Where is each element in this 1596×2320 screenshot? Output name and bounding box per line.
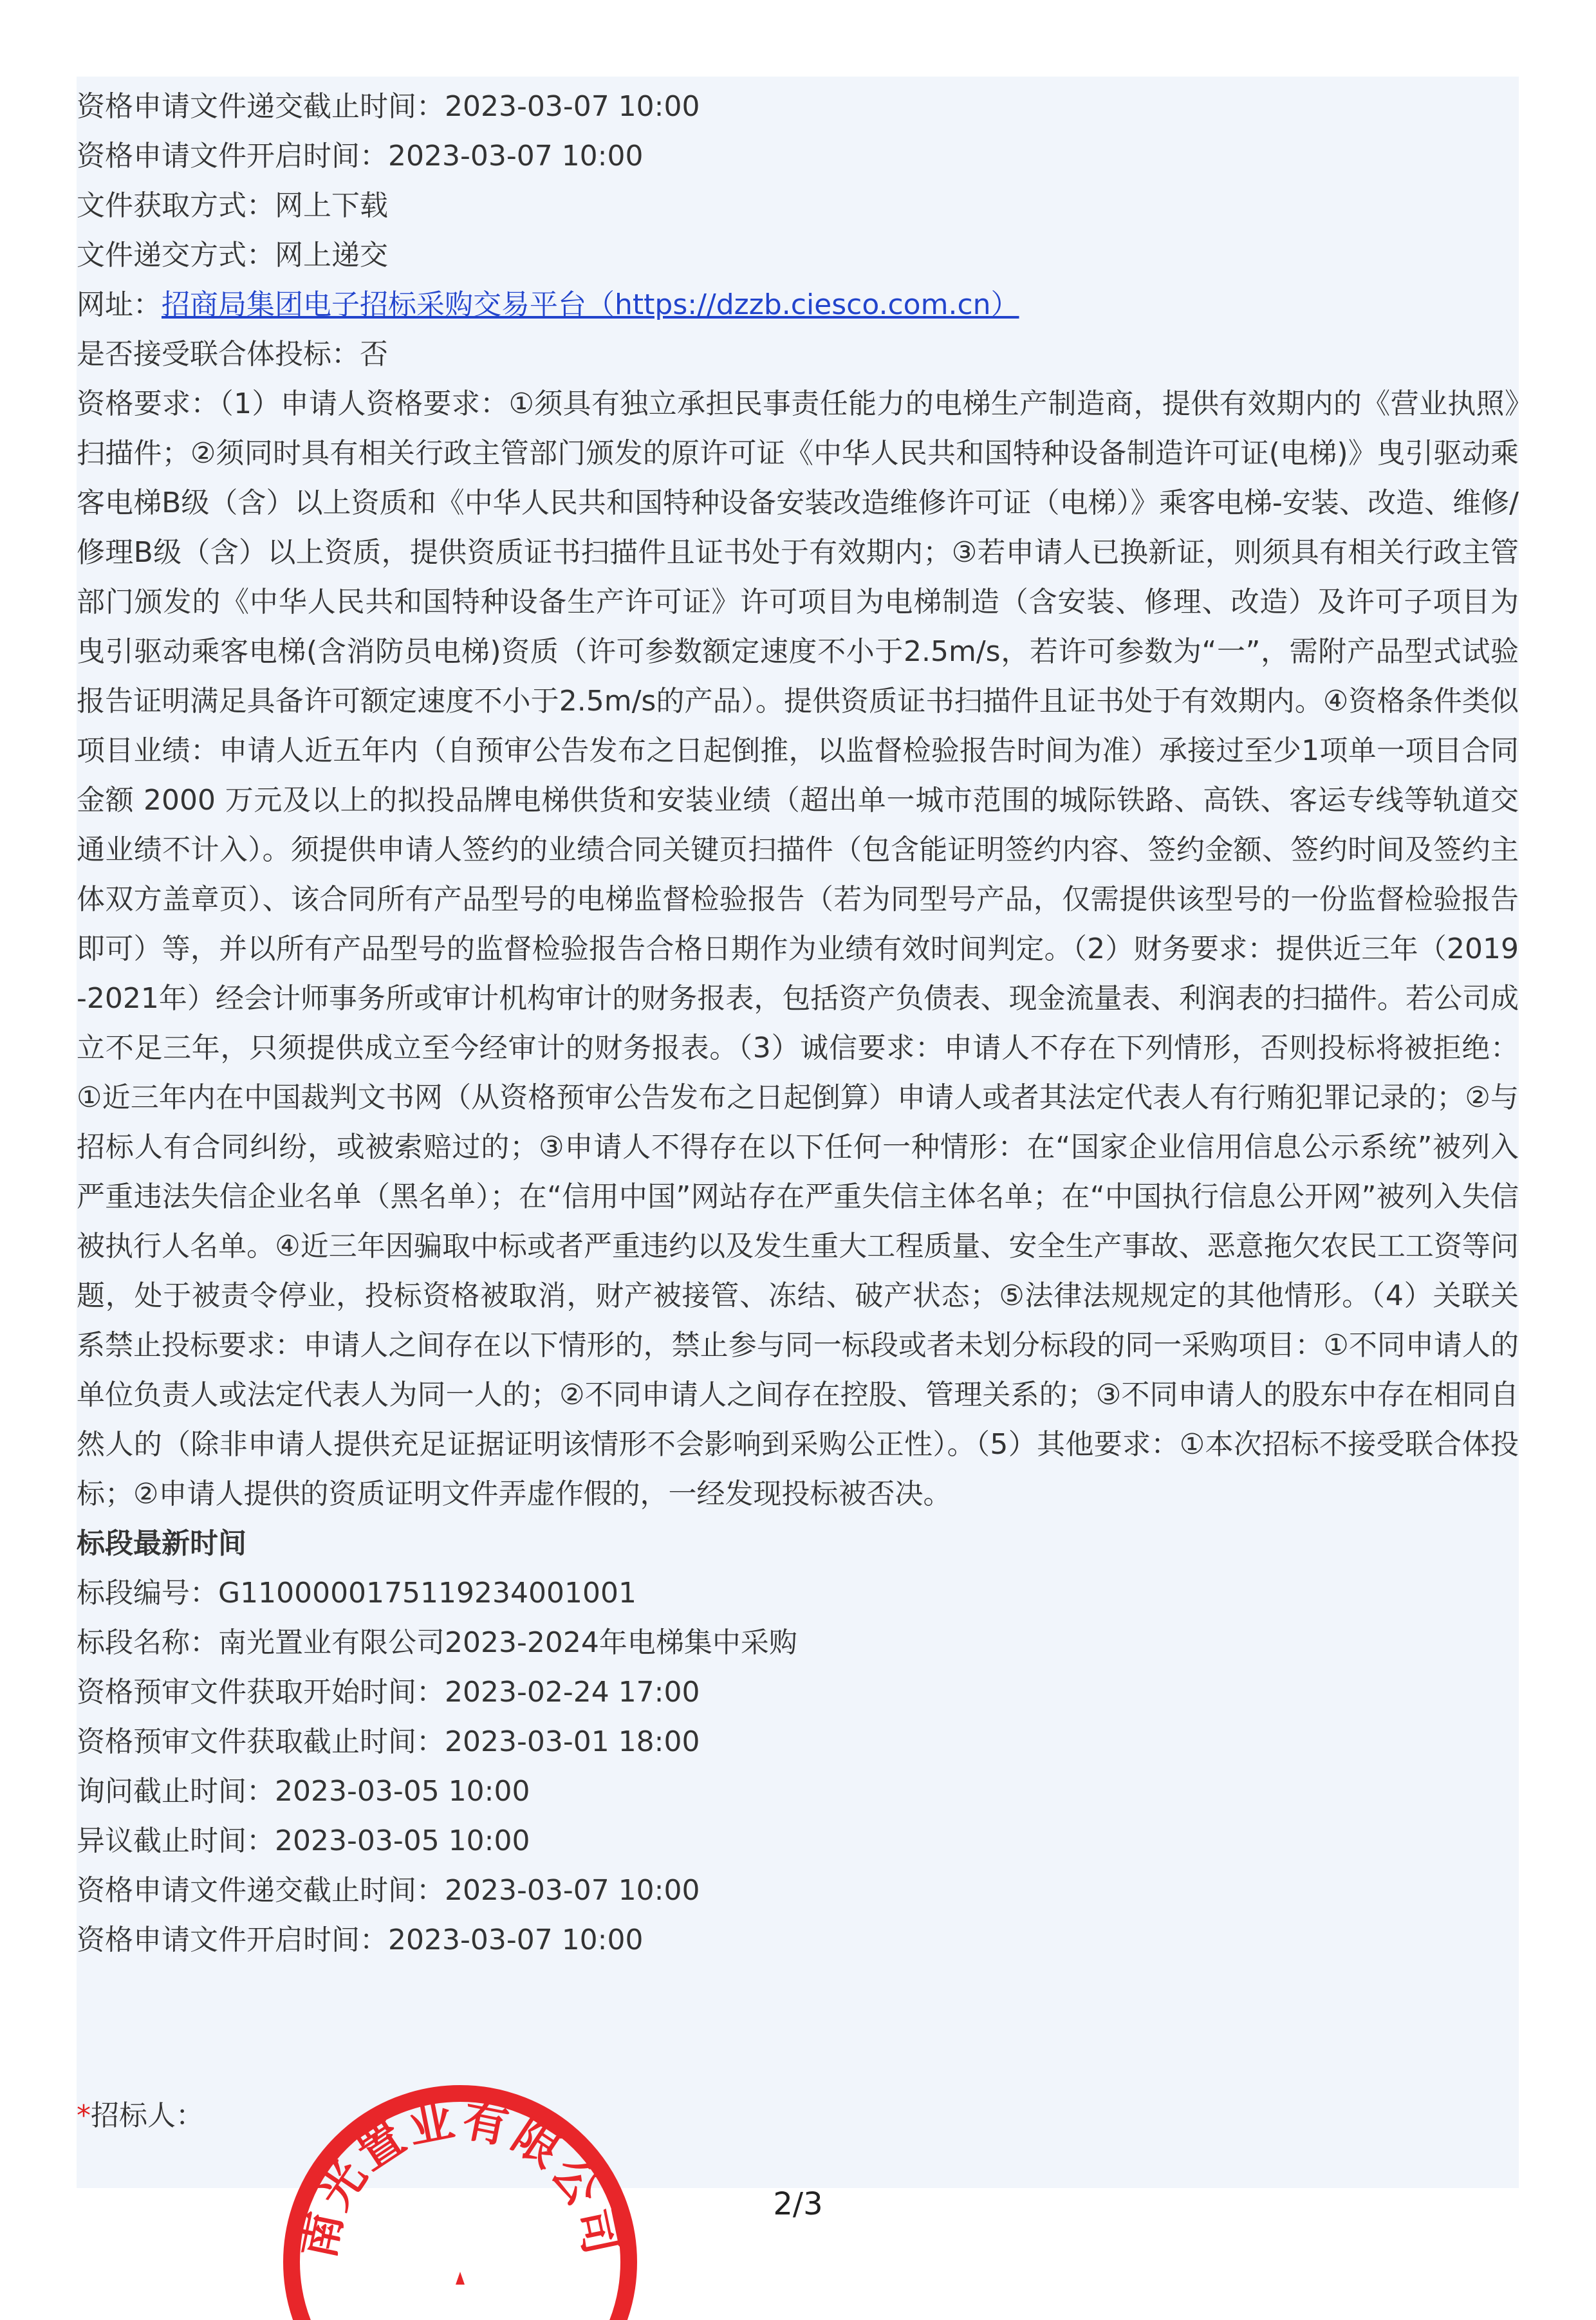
objection-deadline-line: 异议截止时间：2023-03-05 10:00 [77, 1824, 530, 1857]
consortium-line: 是否接受联合体投标：否 [77, 338, 388, 371]
submission-method-line: 文件递交方式：网上递交 [77, 239, 388, 272]
document-text [77, 82, 1519, 1965]
document-content [77, 77, 1519, 2188]
opening-time-line-2: 资格申请文件开启时间：2023-03-07 10:00 [77, 1924, 644, 1956]
prequal-end-line: 资格预审文件获取截止时间：2023-03-01 18:00 [77, 1725, 700, 1758]
required-star: * [77, 2099, 91, 2132]
page-number: 2/3 [773, 2186, 823, 2222]
seal-star-icon [456, 2272, 465, 2285]
section-name-line: 标段名称：南光置业有限公司2023-2024年电梯集中采购 [77, 1626, 797, 1659]
qualification-requirements: 资格要求：（1）申请人资格要求：①须具有独立承担民事责任能力的电梯生产制造商，提供有效期内的《营业执照》扫描件；②须同时具有相关行政主管部门颁发的原许可证《中华人民共和国特种设备制造许可证(电梯)》曳引驱动乘客电梯B级（含）以上资质和《中华人民共和国特种设备安装改造维修许可证（电梯）》乘客电梯-安装、改造、维修/修理B级（含）以上资质，提供资质证书扫描件且证书处于有效期内；③若申请人已换新证，则须具有相关行政主管部门颁发的《中华人民共和国特种设备生产许可证》许可项目为电梯制造（含安装、修理、改造）及许可子项目为曳引驱动乘客电梯(含消防员电梯)资质（许可参数额定速度不小于2.5m/s，若许可参数为“一”，需附产品型式试验报告证明满足具备许可额定速度不小于2.5m/s的产品）。提供资质证书扫描件且证书处于有效期内。④资格条件类似项目业绩：申请人近五年内（自预审公告发布之日起倒推，以监督检验报告时间为准）承接过至少1项单一项目合同金额 2000 万元及以上的拟投品牌电梯供货和安装业绩（超出单一城市范围的城际铁路、高铁、客运专线等轨道交通业绩不计入）。须提供申请人签约的业绩合同关键页扫描件（包含能证明签约内容、签约金额、签约时间及签约主体双方盖章页）、该合同所有产品型号的电梯监督检验报告（若为同型号产品，仅需提供该型号的一份监督检验报告即可）等，并以所有产品型号的监督检验报告合格日期作为业绩有效时间判定。（2）财务要求：提供近三年（2019-2021年）经会计师事务所或审计机构审计的财务报表，包括资产负债表、现金流量表、利润表的扫描件。若公司成立不足三年，只须提供成立至今经审计的财务报表。（3）诚信要求：申请人不存在下列情形，否则投标将被拒绝：①近三年内在中国裁判文书网（从资格预审公告发布之日起倒算）申请人或者其法定代表人有行贿犯罪记录的；②与招标人有合同纠纷，或被索赔过的；③申请人不得存在以下任何一种情形：在“国家企业信用信息公示系统”被列入严重违法失信企业名单（黑名单）；在“信用中国”网站存在严重失信主体名单；在“中国执行信息公开网”被列入失信被执行人名单。④近三年因骗取中标或者严重违约以及发生重大工程质量、安全生产事故、恶意拖欠农民工工资等问题，处于被责令停业，投标资格被取消，财产被接管、冻结、破产状态；⑤法律法规规定的其他情形。（4）关联关系禁止投标要求：申请人之间存在以下情形的，禁止参与同一标段或者未划分标段的同一采购项目：①不同申请人的单位负责人或法定代表人为同一人的；②不同申请人之间存在控股、管理关系的；③不同申请人的股东中存在相同自然人的（除非申请人提供充足证据证明该情形不会影响到采购公正性）。（5）其他要求：①本次招标不接受联合体投标；②申请人提供的资质证明文件弄虚作假的，一经发现投标被否决。 [77, 387, 1519, 1510]
section-heading: 标段最新时间 [77, 1527, 246, 1560]
website-line [77, 280, 1519, 329]
section-number-line: 标段编号：G1100000175119234001001 [77, 1577, 636, 1610]
tenderer-field [77, 2097, 204, 2135]
submission-deadline-line-2: 资格申请文件递交截止时间：2023-03-07 10:00 [77, 1874, 700, 1907]
prequal-start-line: 资格预审文件获取开始时间：2023-02-24 17:00 [77, 1676, 700, 1709]
tenderer-label: 招标人： [91, 2099, 204, 2132]
inquiry-deadline-line: 询问截止时间：2023-03-05 10:00 [77, 1775, 530, 1808]
seal-text: 南光置业有限公司 [290, 2092, 630, 2263]
submission-deadline-line: 资格申请文件递交截止时间：2023-03-07 10:00 [77, 90, 700, 123]
website-label: 网址： [77, 288, 162, 321]
acquisition-method-line: 文件获取方式：网上下载 [77, 189, 388, 222]
opening-time-line: 资格申请文件开启时间：2023-03-07 10:00 [77, 140, 644, 172]
website-link[interactable]: 招商局集团电子招标采购交易平台（https://dzzb.ciesco.com.cn） [162, 288, 1019, 321]
